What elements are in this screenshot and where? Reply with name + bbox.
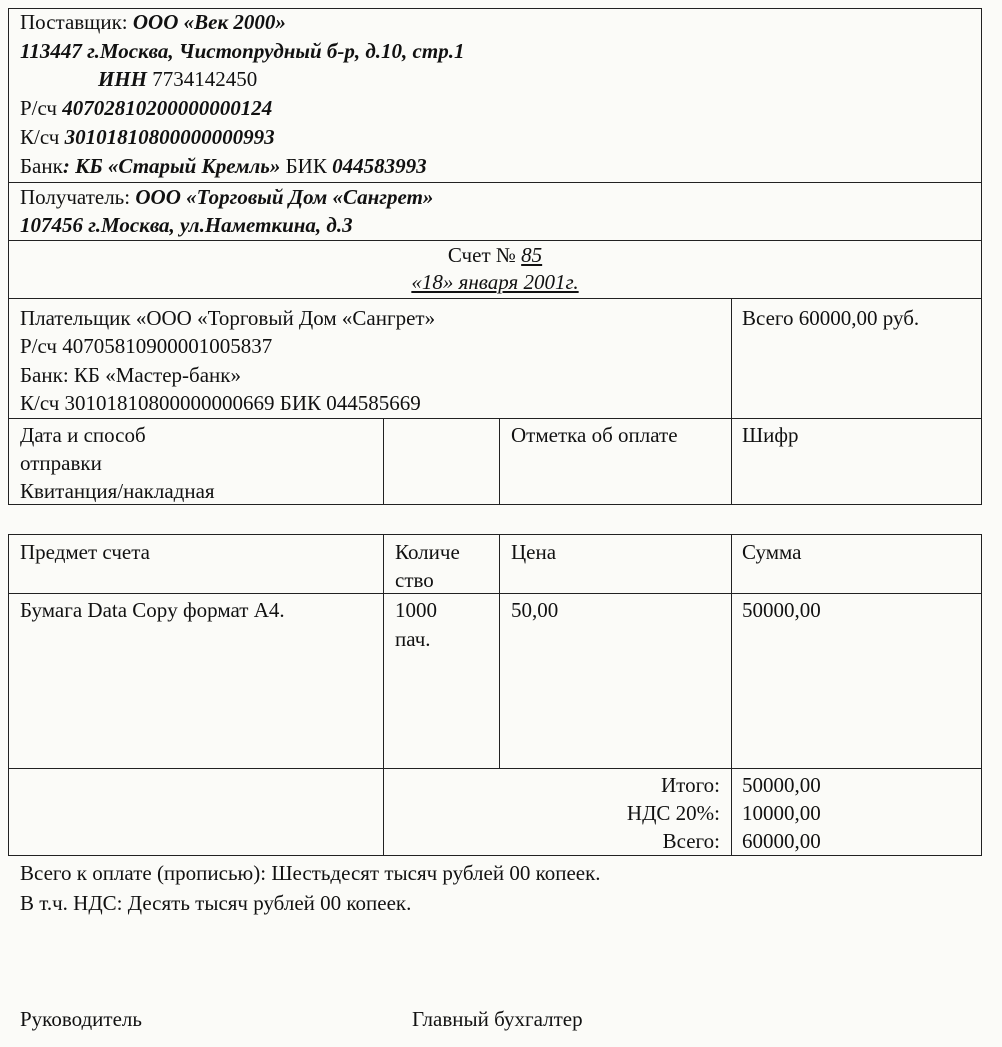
supplier-address: 113447 г.Москва, Чистопрудный б-р, д.10, стр.1 — [20, 39, 465, 63]
rs-label: Р/сч — [20, 96, 57, 120]
header-sum: Сумма — [742, 540, 802, 564]
bank-colon: : — [62, 154, 70, 178]
dispatch-line-3: Квитанция/накладная — [20, 479, 215, 503]
divider-dispatch-2 — [499, 418, 500, 505]
items-col-divider-1 — [383, 534, 384, 856]
nds-label: НДС 20%: — [626, 801, 720, 825]
supplier-label: Поставщик: — [20, 10, 128, 34]
itogo-label: Итого: — [661, 773, 720, 797]
director-signature-label: Руководитель — [20, 1007, 142, 1031]
bik-label: БИК — [285, 154, 327, 178]
recipient-address: 107456 г.Москва, ул.Наметкина, д.3 — [20, 213, 353, 237]
invoice-number: 85 — [521, 243, 543, 267]
row-sum: 50000,00 — [742, 598, 821, 622]
recipient-label: Получатель: — [20, 185, 131, 209]
payer-line-1: Плательщик «ООО «Торговый Дом «Сангрет» — [20, 306, 436, 330]
payment-mark-label: Отметка об оплате — [511, 423, 678, 447]
inn-label: ИНН — [98, 67, 148, 91]
supplier-name: ООО «Век 2000» — [132, 10, 286, 34]
divider-payer-dispatch — [8, 418, 982, 419]
payer-line-4: К/сч 30101810800000000669 БИК 044585669 — [20, 391, 421, 415]
inn-value: 7734142450 — [152, 67, 258, 91]
bik-value: 044583993 — [332, 154, 427, 178]
items-table-frame — [8, 534, 982, 856]
divider-dispatch-1 — [383, 418, 384, 505]
divider-invoice-payer — [8, 298, 982, 299]
row-qty-1: 1000 — [395, 598, 437, 622]
recipient-name: ООО «Торговый Дом «Сангрет» — [135, 185, 434, 209]
nds-value: 10000,00 — [742, 801, 821, 825]
invoice-label: Счет № — [447, 243, 516, 267]
bank-name: КБ «Старый Кремль» — [75, 154, 281, 178]
header-qty-1: Количе — [395, 540, 460, 564]
row-price: 50,00 — [511, 598, 559, 622]
bank-label: Банк — [20, 154, 63, 178]
nds-in-words: В т.ч. НДС: Десять тысяч рублей 00 копеек. — [20, 891, 412, 915]
accountant-signature-label: Главный бухгалтер — [412, 1007, 583, 1031]
vsego-label: Всего: — [662, 829, 720, 853]
row-qty-2: пач. — [395, 627, 431, 651]
items-col-divider-3 — [731, 534, 732, 856]
supplier-rs-line — [20, 94, 272, 122]
invoice-date: «18» января 2001г. — [411, 270, 579, 294]
invoice-number-line — [8, 241, 982, 269]
ks-label: К/сч — [20, 125, 60, 149]
total-in-words: Всего к оплате (прописью): Шестьдесят тысяч рублей 00 копеек. — [20, 861, 601, 885]
header-qty-2: ство — [395, 568, 434, 592]
payer-line-3: Банк: КБ «Мастер-банк» — [20, 363, 241, 387]
supplier-ks-line — [20, 123, 275, 151]
items-header-divider — [8, 593, 982, 594]
dispatch-line-2: отправки — [20, 451, 102, 475]
supplier-bank-line — [20, 152, 427, 180]
row-subject: Бумага Data Copy формат А4. — [20, 598, 285, 622]
header-price: Цена — [511, 540, 557, 564]
payer-line-2: Р/сч 40705810900001005837 — [20, 334, 273, 358]
header-subject: Предмет счета — [20, 540, 150, 564]
ks-value: 30101810800000000993 — [64, 125, 275, 149]
code-label: Шифр — [742, 423, 799, 447]
payer-total: Всего 60000,00 руб. — [742, 306, 920, 330]
divider-payer-total — [731, 298, 732, 505]
invoice-date-line — [8, 268, 982, 296]
recipient-line — [20, 183, 433, 211]
rs-value: 40702810200000000124 — [62, 96, 273, 120]
itogo-value: 50000,00 — [742, 773, 821, 797]
dispatch-line-1: Дата и способ — [20, 423, 146, 447]
vsego-value: 60000,00 — [742, 829, 821, 853]
supplier-line — [20, 8, 286, 36]
items-col-divider-2 — [499, 534, 500, 768]
supplier-inn-line — [98, 65, 257, 93]
items-totals-divider — [8, 768, 982, 769]
